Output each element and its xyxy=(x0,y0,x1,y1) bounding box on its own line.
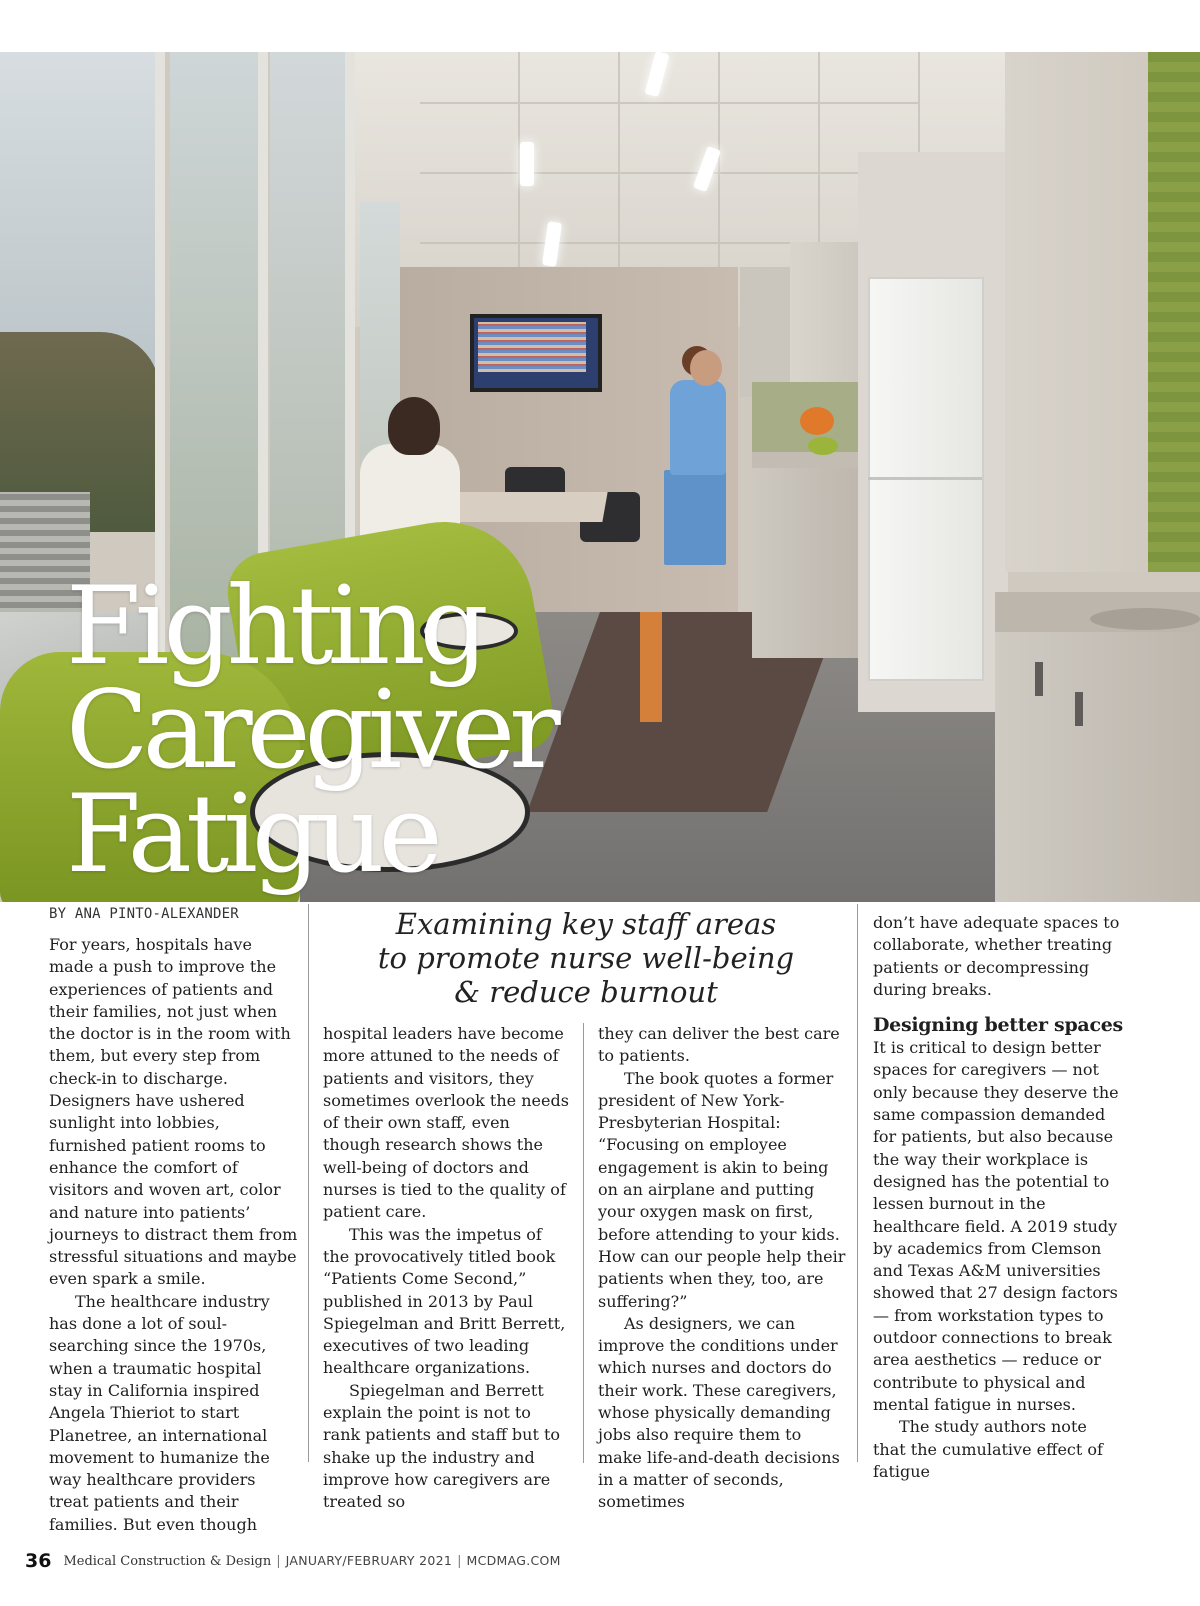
text-column-4 xyxy=(873,912,1123,1483)
deck-line: Examining key staff areas xyxy=(395,907,777,941)
page-footer xyxy=(25,1550,561,1572)
paragraph: Spiegelman and Berrett explain the point is not to rank patients and staff but to shake up the industry and improve how caregivers are treated so xyxy=(323,1380,561,1512)
title-line: Caregiver xyxy=(66,668,555,793)
deck-line: & reduce burnout xyxy=(454,975,718,1009)
footer-separator: | xyxy=(457,1554,462,1569)
page-number: 36 xyxy=(25,1550,52,1572)
column-divider xyxy=(857,904,858,1462)
paragraph: The healthcare industry has done a lot of soul-searching since the 1970s, when a traumatic hospital stay in California inspired Angela Thieriot to start Planetree, an international movement to humanize the way healthcare providers treat patients and their families. But even though xyxy=(49,1291,270,1534)
paragraph: don’t have adequate spaces to collaborate, whether treating patients or decompressing during breaks. xyxy=(873,913,1120,999)
paragraph: hospital leaders have become more attuned to the needs of patients and visitors, they sometimes overlook the needs of their own staff, even though research shows the well-being of doctors and nurses is tied to the quality of patient care. xyxy=(323,1024,569,1222)
title-line: Fatigue xyxy=(66,772,437,897)
text-column-2 xyxy=(323,1023,571,1514)
title-line: Fighting xyxy=(66,564,483,689)
column-divider xyxy=(308,904,309,1462)
text-column-1 xyxy=(49,934,299,1536)
issue-date: JANUARY/FEBRUARY 2021 xyxy=(285,1553,453,1568)
deck-line: to promote nurse well-being xyxy=(377,941,795,975)
publication-name: Medical Construction & Design xyxy=(63,1554,272,1569)
article-title xyxy=(66,564,555,897)
paragraph: This was the impetus of the provocatively titled book “Patients Come Second,” published in 2013 by Paul Spiegelman and Britt Berrett, executives of two leading healthcare organizations. xyxy=(323,1224,566,1378)
paragraph: It is critical to design better spaces for caregivers — not only because they deserve the same compassion demanded for patients, but also because the way their workplace is designed has the potential to lessen burnout in the healthcare field. A 2019 study by academics from Clemson and Texas A&M universities showed that 27 design factors — from workstation types to outdoor connections to break area aesthetics — reduce or contribute to physical and mental fatigue in nurses. xyxy=(873,1038,1119,1414)
nurse-figure xyxy=(670,380,726,475)
paragraph: The study authors note that the cumulative effect of fatigue xyxy=(873,1417,1103,1481)
paragraph: For years, hospitals have made a push to improve the experiences of patients and their families, not just when the doctor is in the room with them, but every step from check-in to discharge. Designers have ushered sunlight into lobbies, furnished patient rooms to enhance the comfort of visitors and woven art, color and nature into patients’ journeys to distract them from stressful situations and maybe even spark a smile. xyxy=(49,935,298,1289)
paragraph: As designers, we can improve the conditions under which nurses and doctors do their work. These caregivers, whose physically demanding jobs also require them to make life-and-death decisions in a matter of seconds, sometimes xyxy=(598,1313,840,1512)
website-link[interactable]: MCDMAG.COM xyxy=(466,1553,561,1568)
section-subhead: Designing better spaces xyxy=(873,1014,1123,1037)
paragraph: The book quotes a former president of New York-Presbyterian Hospital: “Focusing on employee engagement is akin to being on an airplane and putting your oxygen mask on first, before attending to your kids. How can our people help their patients when they, too, are suffering?” xyxy=(598,1068,846,1311)
article-deck xyxy=(325,907,847,1009)
column-divider xyxy=(583,1023,584,1463)
footer-separator: | xyxy=(276,1554,281,1569)
paragraph: they can deliver the best care to patients. xyxy=(598,1024,840,1066)
text-column-3 xyxy=(598,1023,846,1514)
byline: BY ANA PINTO-ALEXANDER xyxy=(49,906,239,922)
